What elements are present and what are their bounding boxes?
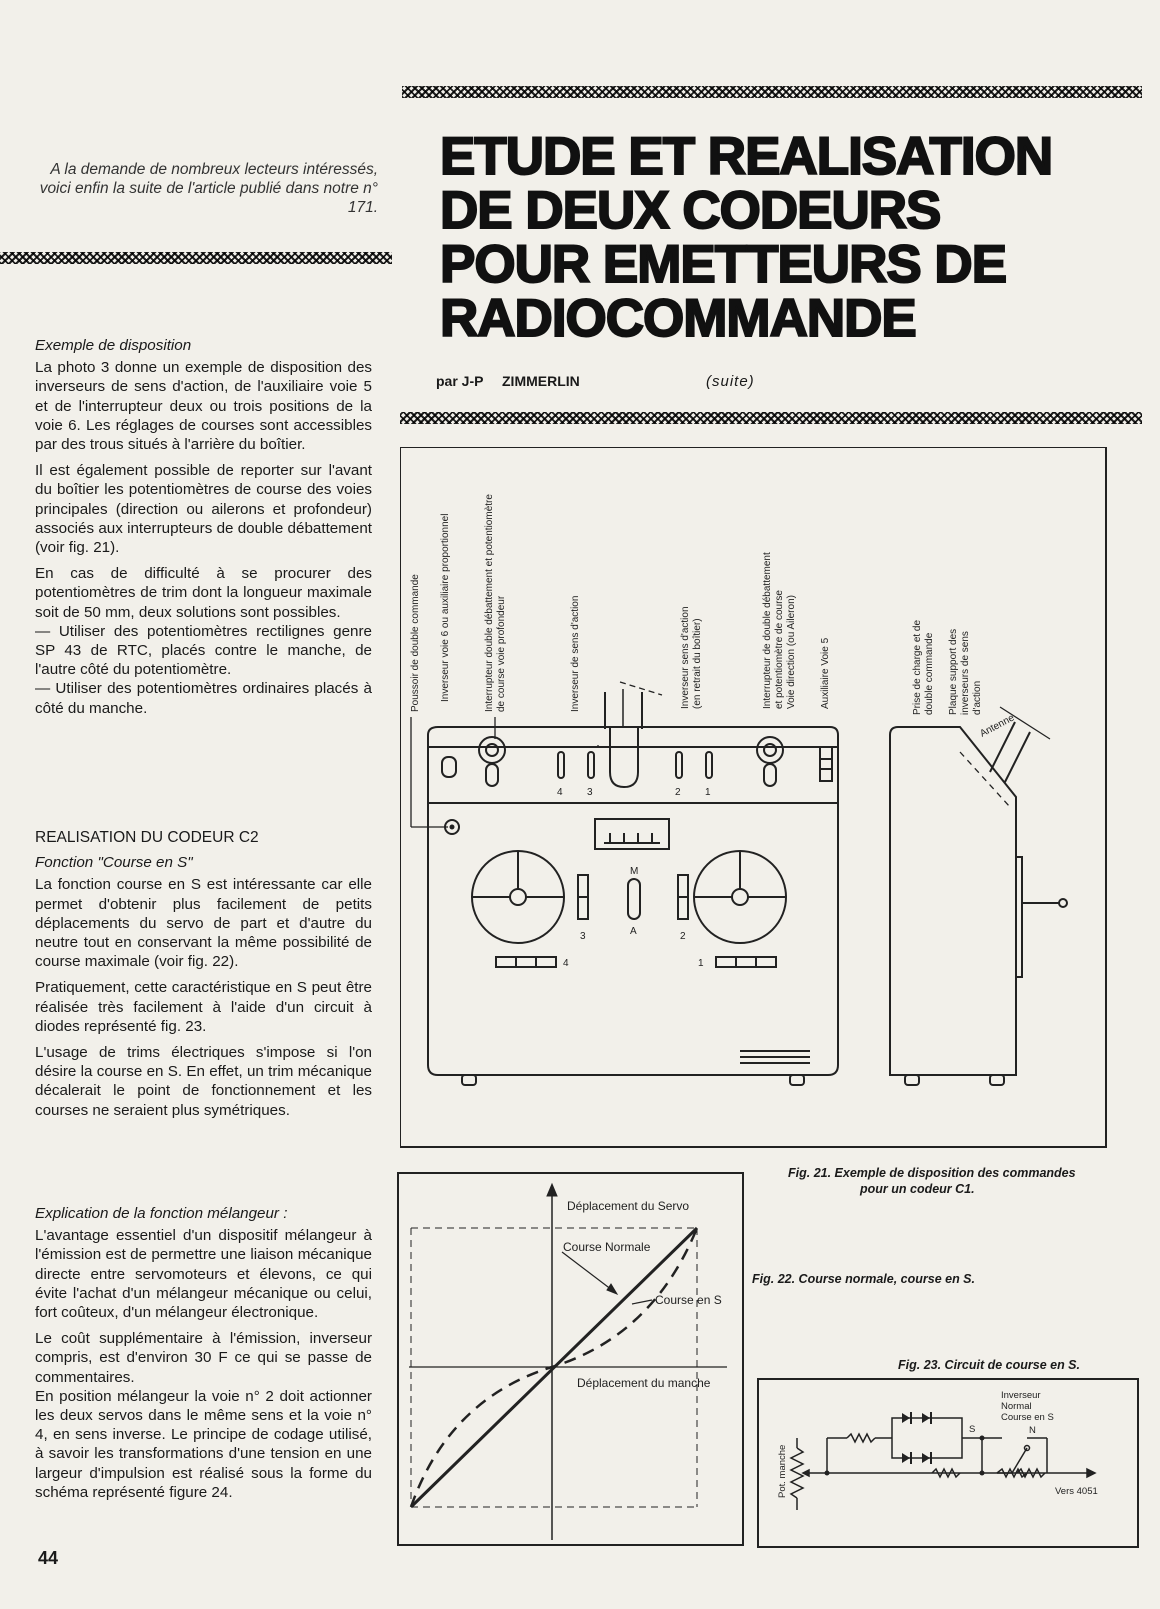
page-number: 44 [38, 1548, 59, 1568]
figure-22-caption: Fig. 22. Course normale, course en S. [752, 1272, 975, 1286]
switch-course-s: Course en S [1001, 1412, 1054, 1423]
label-inverseur-sens-2: Inverseur sens d'action [680, 606, 691, 709]
paragraph: Il est également possible de reporter sur l'avant du boîtier les potentiomètres de course des voies principales (direction ou ailerons et profondeur) associés aux interrupteurs de double débattement (voir fig. 21). [35, 462, 372, 557]
switch-number-3: 3 [587, 787, 593, 798]
suite-label: (suite) [706, 373, 755, 390]
left-column-top [35, 336, 372, 725]
section-title-melangeur: Explication de la fonction mélangeur : [35, 1205, 288, 1222]
title-line-4: RADIOCOMMANDE [440, 289, 916, 348]
figure-22-graph [397, 1172, 747, 1548]
left-column-bottom [35, 1204, 372, 1509]
label-interrupteur-direction-1: Interrupteur de double débattement [762, 552, 773, 709]
subsection-title-course-s: Fonction "Course en S" [35, 854, 193, 872]
section-title-codeur-c2: REALISATION DU CODEUR C2 [35, 829, 259, 846]
figure-21-caption-line-2: pour un codeur C1. [860, 1182, 975, 1196]
pot-label: Pot. manche [777, 1444, 788, 1498]
switch-number-2: 2 [675, 787, 681, 798]
label-plaque-3: d'action [972, 680, 983, 715]
label-inverseur-sens-3: (en retrait du boîtier) [692, 618, 703, 709]
paragraph: En position mélangeur la voie n° 2 doit actionner les deux servos dans le même sens et la voie n° 4, en sens inverse. Le principe de codage utilisé, à savoir les transformations d'une tension en une largeur d'impulsion est réalisé sous la forme du schéma représenté figure 24. [35, 1387, 372, 1501]
figure-21-caption-line-1: Fig. 21. Exemple de disposition des commandes [788, 1166, 1076, 1180]
section-title-disposition: Exemple de disposition [35, 337, 192, 354]
output-label: Vers 4051 [1055, 1486, 1098, 1497]
left-rule [0, 252, 392, 264]
stick-label-a: A [630, 926, 637, 937]
label-poussoir: Poussoir de double commande [410, 574, 421, 712]
title-line-1: ETUDE ET REALISATION [440, 127, 1053, 186]
byline-prefix: par J-P [436, 373, 484, 389]
trim-number-3: 3 [580, 931, 586, 942]
trim-number-1: 1 [698, 958, 704, 969]
switch-number-4: 4 [557, 787, 563, 798]
switch-number-1: 1 [705, 787, 711, 798]
figure-23-circuit [757, 1378, 1141, 1550]
paragraph: L'avantage essentiel d'un dispositif mélangeur à l'émission est de permettre une liaison mécanique directe entre servomoteurs et élevons, ce qui évite l'achat d'un mélangeur mécanique ou celui, fort coûteux, d'un mélangeur électronique. [35, 1227, 372, 1322]
stick-label-m: M [630, 866, 639, 877]
label-interrupteur-profondeur-2: de course voie profondeur [496, 595, 507, 712]
s-course-label: Course en S [655, 1293, 722, 1307]
n-label: N [1029, 1425, 1036, 1436]
label-inverseur-sens: Inverseur de sens d'action [570, 595, 581, 712]
paragraph: Le coût supplémentaire à l'émission, inverseur compris, est d'environ 30 F ce qui se passe de commentaires. [35, 1330, 372, 1386]
paragraph: — Utiliser des potentiomètres ordinaires placés à côté du manche. [35, 680, 372, 717]
figure-21-drawing [400, 447, 1140, 1155]
label-interrupteur-profondeur-1: Interrupteur double débattement et potentiomètre [484, 494, 495, 712]
title-line-3: POUR EMETTEURS DE [440, 235, 1007, 294]
paragraph: La photo 3 donne un exemple de disposition des inverseurs de sens d'action, de l'auxiliaire voie 5 et de l'interrupteur deux ou trois positions de la voie 6. Les réglages de courses sont accessibles par des trous situés à l'arrière du boîtier. [35, 359, 372, 454]
transmitter-side-view [890, 707, 1067, 1085]
figure-23-caption: Fig. 23. Circuit de course en S. [898, 1358, 1080, 1372]
top-rule [402, 86, 1142, 98]
transmitter-front-view [428, 689, 838, 1085]
label-plaque-1: Plaque support des [948, 628, 959, 715]
switch-normal: Normal [1001, 1401, 1032, 1412]
intro-text: A la demande de nombreux lecteurs intéressés, voici enfin la suite de l'article publié dans notre n° 171. [39, 161, 378, 216]
paragraph: En cas de difficulté à se procurer des potentiomètres de trim dont la longueur maximale soit de 50 mm, deux solutions sont possibles. [35, 565, 372, 621]
y-axis-label: Déplacement du Servo [567, 1199, 690, 1213]
left-column-middle [35, 828, 372, 1127]
trim-number-4: 4 [563, 958, 569, 969]
label-plaque-2: inverseurs de sens [960, 631, 971, 715]
antenna-label: Antenne [978, 712, 1017, 740]
x-axis-label: Déplacement du manche [577, 1376, 711, 1390]
s-label: S [969, 1424, 976, 1435]
label-auxiliaire-voie5: Auxiliaire Voie 5 [820, 637, 831, 709]
label-prise-charge-2: double commande [924, 632, 935, 715]
normal-course-label: Course Normale [563, 1240, 651, 1254]
label-inverseur-voie6: Inverseur voie 6 ou auxiliaire proportionnel [440, 513, 451, 702]
title-bottom-rule [400, 412, 1142, 424]
label-prise-charge-1: Prise de charge et de [912, 619, 923, 715]
paragraph: La fonction course en S est intéressante car elle permet d'obtenir plus facilement de petits déplacements du servo de part et d'autre du neutre tout en conservant la même possibilité de course maximale (voir fig. 22). [35, 876, 372, 971]
paragraph: — Utiliser des potentiomètres rectilignes genre SP 43 de RTC, placés contre le manche, de l'autre côté du potentiomètre. [35, 622, 372, 679]
trim-number-2: 2 [680, 931, 686, 942]
switch-title: Inverseur [1001, 1390, 1041, 1401]
label-interrupteur-direction-3: Voie direction (ou Aileron) [786, 595, 797, 709]
label-interrupteur-direction-2: et potentiomètre de course [774, 590, 785, 709]
paragraph: Pratiquement, cette caractéristique en S peut être réalisée très facilement à l'aide d'un circuit à diodes représenté fig. 23. [35, 979, 372, 1035]
article-title [440, 127, 1140, 348]
paragraph: L'usage de trims électriques s'impose si l'on désire la course en S. En effet, un trim mécanique décalerait le point de fonctionnement et les courses ne seraient plus symétriques. [35, 1044, 372, 1119]
byline-name: ZIMMERLIN [502, 373, 580, 389]
title-line-2: DE DEUX CODEURS [440, 181, 941, 240]
